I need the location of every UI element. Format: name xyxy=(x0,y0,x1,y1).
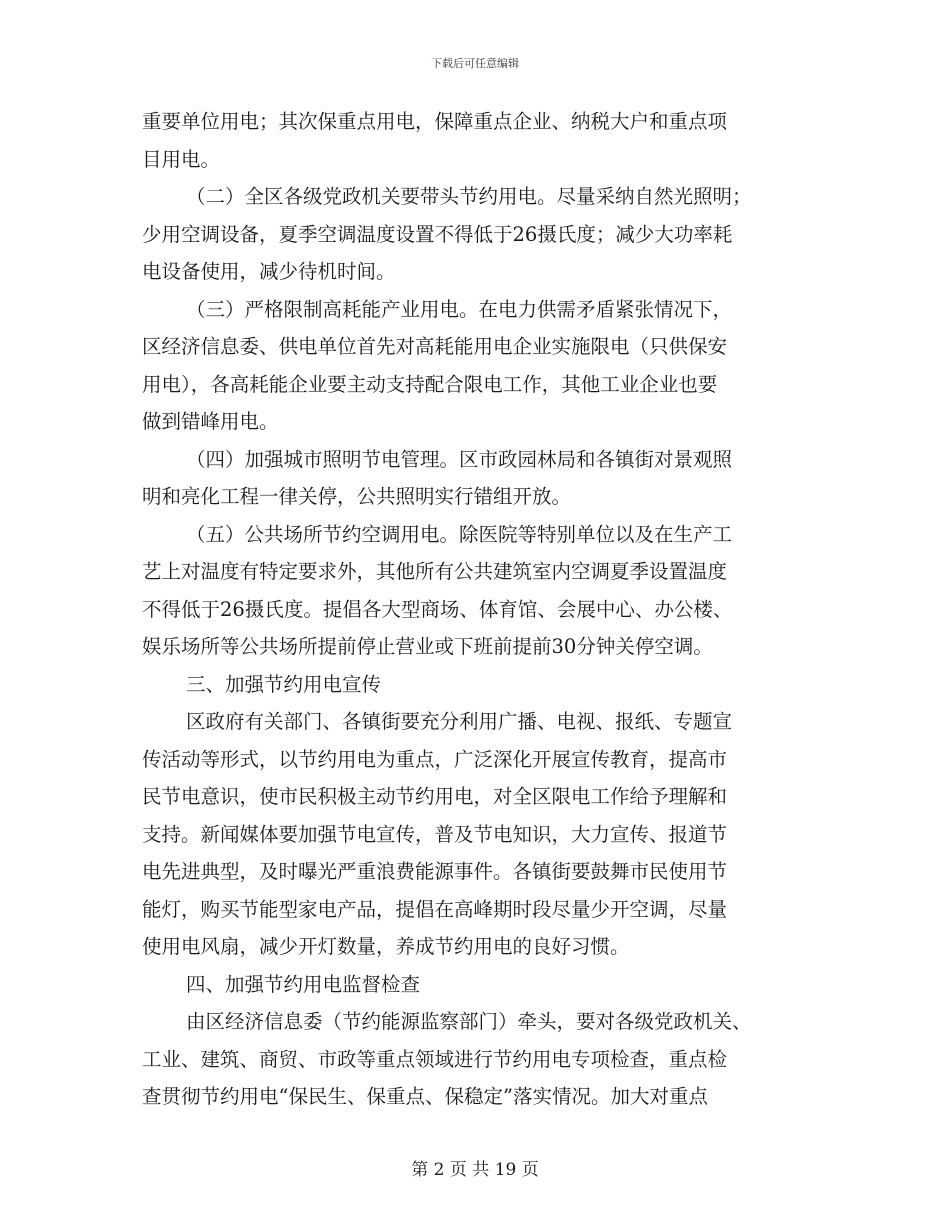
text-line: 目用电。 xyxy=(142,147,221,171)
text-line: （二）全区各级党政机关要带头节约用电。尽量采纳自然光照明； xyxy=(186,185,752,208)
text-line: 由区经济信息委（节约能源监察部门）牵头，要对各级党政机关、 xyxy=(186,1010,752,1033)
text-line: 使用电风扇，减少开灯数量，养成节约用电的良好习惯。 xyxy=(142,935,630,958)
text-line: （三）严格限制高耗能产业用电。在电力供需矛盾紧张情况下， xyxy=(186,297,733,321)
text-line: 工业、建筑、商贸、市政等重点领域进行节约用电专项检查，重点检 xyxy=(142,1047,728,1071)
text-line: 四、加强节约用电监督检查 xyxy=(186,972,421,996)
text-line: 传活动等形式，以节约用电为重点，广泛深化开展宣传教育，提高市 xyxy=(142,747,728,771)
text-line: 重要单位用电；其次保重点用电，保障重点企业、纳税大户和重点项 xyxy=(142,110,728,133)
page-header: 下载后可任意编辑 xyxy=(431,57,519,70)
text-line: 电先进典型，及时曝光严重浪费能源事件。各镇街要鼓舞市民使用节 xyxy=(142,860,728,883)
document-body xyxy=(142,103,812,1116)
text-line: 不得低于26摄氏度。提倡各大型商场、体育馆、会展中心、办公楼、 xyxy=(142,597,733,621)
text-line: 娱乐场所等公共场所提前停止营业或下班前提前30分钟关停空调。 xyxy=(142,635,713,658)
text-line: 三、加强节约用电宣传 xyxy=(186,672,382,696)
text-line: （五）公共场所节约空调用电。除医院等特别单位以及在生产工 xyxy=(186,522,733,546)
text-line: 少用空调设备，夏季空调温度设置不得低于26摄氏度；减少大功率耗 xyxy=(142,222,733,246)
text-line: 查贯彻节约用电“保民生、保重点、保稳定”落实情况。加大对重点 xyxy=(142,1085,708,1108)
text-line: 民节电意识，使市民积极主动节约用电，对全区限电工作给予理解和 xyxy=(142,785,728,808)
text-line: 支持。新闻媒体要加强节电宣传，普及节电知识，大力宣传、报道节 xyxy=(142,822,728,846)
text-line: 艺上对温度有特定要求外，其他所有公共建筑室内空调夏季设置温度 xyxy=(142,560,728,583)
text-line: 明和亮化工程一律关停，公共照明实行错组开放。 xyxy=(142,485,572,508)
page-number-footer: 第 2 页 共 19 页 xyxy=(411,1160,539,1180)
text-line: 用电），各高耗能企业要主动支持配合限电工作，其他工业企业也要 xyxy=(142,372,718,396)
text-line: （四）加强城市照明节电管理。区市政园林局和各镇街对景观照 xyxy=(186,447,733,471)
text-line: 区政府有关部门、各镇街要充分利用广播、电视、报纸、专题宣 xyxy=(186,710,733,733)
text-line: 电设备使用，减少待机时间。 xyxy=(142,260,396,283)
text-line: 能灯，购买节能型家电产品，提倡在高峰期时段尽量少开空调，尽量 xyxy=(142,897,728,921)
text-line: 区经济信息委、供电单位首先对高耗能用电企业实施限电（只供保安 xyxy=(142,335,728,358)
text-line: 做到错峰用电。 xyxy=(142,410,279,433)
